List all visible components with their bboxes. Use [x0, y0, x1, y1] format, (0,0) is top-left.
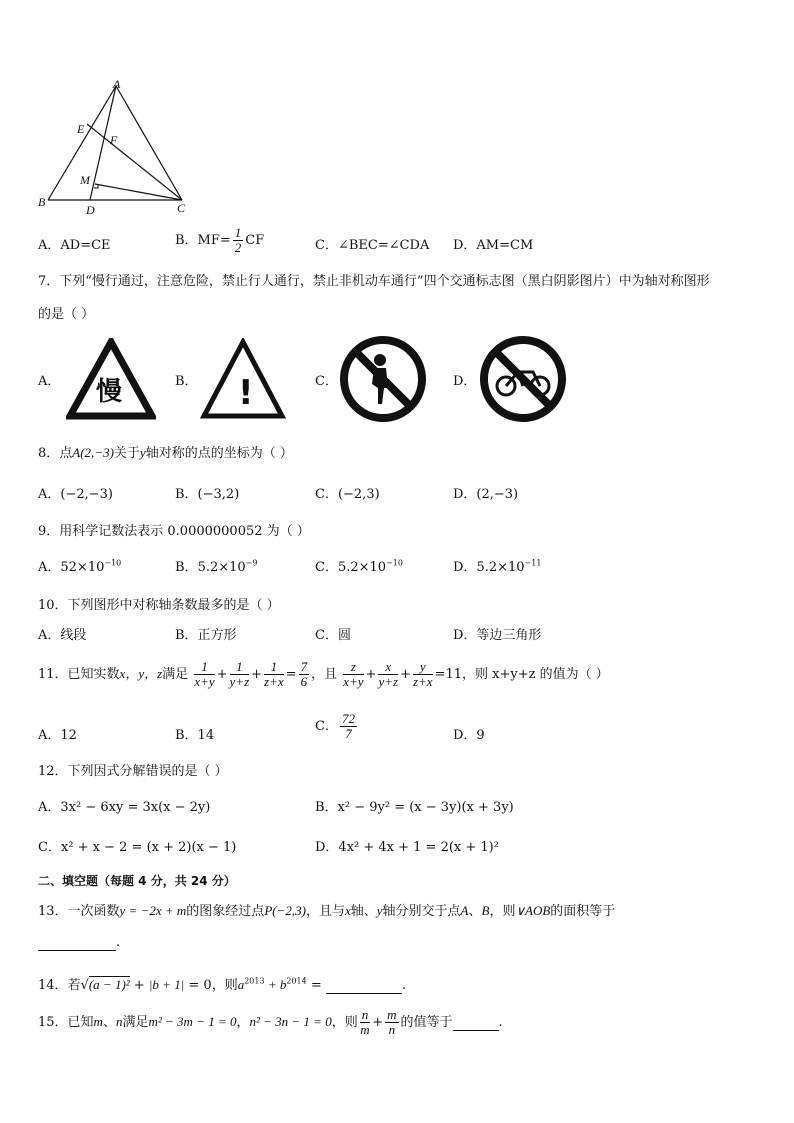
q11-frac-6 — [413, 660, 433, 689]
q13-middle: 的图象经过点 — [186, 904, 265, 919]
q14-prefix: 14．若 — [38, 978, 81, 993]
no-bicycle-sign-icon — [478, 334, 568, 424]
frac-den: 7 — [345, 726, 352, 741]
q13-prefix: 13．一次函数 — [38, 904, 120, 919]
opt-label: A． — [38, 560, 61, 575]
frac-den: m — [360, 1022, 370, 1037]
triangle-figure — [34, 80, 204, 220]
q13-pb: B — [481, 903, 490, 918]
q11-stem: 11．已知实数x，y，z满足 $\frac{1}{x+y}$ + $\frac{1}{y+z}$ + $\frac{1}{z+x}$ = $\frac{7}{6}$ ，且 $\frac{z}{x+y}$ + $\frac{x}{y+z}$ + $\frac{y}{z+x}$ =11，则 x+y+z 的值为（ ） — [38, 659, 609, 689]
q9-stem: 9．用科学记数法表示 0.0000000052 为（ ） — [38, 524, 310, 539]
frac-num: m — [387, 1007, 397, 1022]
opt-base: 52×10 — [60, 560, 105, 575]
q11-frac-5 — [378, 660, 398, 689]
q12-option-c: C．x² + x − 2 = (x + 2)(x − 1) — [38, 840, 237, 855]
no-pedestrian-sign-icon — [338, 334, 428, 424]
q11-eq2: =11，则 x+y+z 的值为（ ） — [434, 667, 609, 682]
q11-option-b: B．14 — [175, 728, 215, 743]
frac-num: 1 — [194, 660, 214, 675]
q10-option-a: A．线段 — [38, 628, 87, 643]
q7-line2: 的是（ ） — [38, 307, 95, 322]
frac-num: 72 — [341, 711, 355, 726]
q13-sep: 、 — [468, 904, 482, 919]
q14-stem: 14．若√(a − 1)² + |b + 1| = 0，则$a^{2013} + b^{2014}$ = . — [38, 976, 407, 993]
q13-answer-blank[interactable] — [38, 935, 116, 951]
q11-option-d: D．9 — [453, 728, 485, 743]
q14-abs: |b + 1| — [148, 977, 185, 992]
q6-option-b — [175, 226, 264, 255]
frac-num: 1 — [230, 660, 250, 675]
q11-option-a: A．12 — [38, 728, 77, 743]
frac-num: 7 — [300, 659, 308, 674]
q15-rest: 的值等于 — [400, 1015, 453, 1030]
q9-option-b — [175, 556, 257, 575]
q15-m: m — [93, 1014, 103, 1029]
danger-sign-text: ! — [238, 373, 254, 413]
slow-sign-text: 慢 — [96, 377, 123, 407]
q6-option-a: A．AD=CE — [38, 238, 111, 253]
q13-rest3: ，则 — [489, 904, 516, 919]
q11-prefix: 11．已知实数 — [38, 667, 120, 682]
label-F: F — [110, 133, 118, 147]
frac-den: x+y — [194, 674, 215, 689]
q15-n: n — [115, 1014, 123, 1029]
q8-option-a: A．(−2,−3) — [38, 487, 113, 502]
opt-base: 5.2×10 — [476, 560, 525, 575]
q13-x: x — [344, 903, 351, 918]
q8-point: A(2,−3) — [72, 445, 114, 460]
q11-frac-1 — [194, 660, 214, 689]
q14-answer-blank[interactable] — [326, 978, 402, 994]
q7-option-d: D． — [453, 374, 477, 389]
q11-frac-eq — [299, 660, 310, 689]
q8-suffix: 轴对称的点的坐标为（ ） — [145, 446, 293, 461]
opt-label: D． — [453, 560, 477, 575]
q9-option-d — [453, 556, 541, 575]
q15-then: ，则 — [331, 1015, 358, 1030]
q15-eq1: m² − 3m − 1 = 0 — [148, 1014, 237, 1029]
q11-frac-3 — [264, 660, 284, 689]
q11-c-fraction — [340, 712, 357, 741]
q8-stem — [38, 442, 293, 461]
opt-label: C． — [315, 560, 338, 575]
q15-frac-2 — [385, 1008, 398, 1037]
q15-stem: 15．已知m、n满足m² − 3m − 1 = 0，n² − 3n − 1 = 0，则 $\frac{n}{m}$ + $\frac{m}{n}$ 的值等于 . — [38, 1007, 503, 1037]
q15-frac-1 — [360, 1008, 371, 1037]
q14-e1: 2013 — [244, 976, 265, 986]
sqrt-icon: √ — [80, 978, 89, 993]
q15-answer-blank[interactable] — [453, 1015, 499, 1031]
q13-tri: ∨AOB — [515, 903, 551, 918]
q12-option-a: A．3x² − 6xy = 3x(x − 2y) — [38, 800, 211, 815]
q10-option-d: D．等边三角形 — [453, 628, 542, 643]
q15-satisfy: 满足 — [122, 1015, 149, 1030]
frac-den: y+z — [378, 674, 399, 689]
q13-rest: ，且与 — [305, 904, 345, 919]
q13-rest4: 的面积等于 — [550, 904, 616, 919]
section-title: 二、填空题（每题 4 分，共 24 分） — [38, 874, 236, 888]
frac-den: x+y — [343, 674, 364, 689]
opt-exp: −9 — [245, 558, 258, 568]
q6-b-suffix: CF — [245, 233, 265, 248]
q12-stem: 12．下列因式分解错误的是（ ） — [38, 764, 228, 779]
label-E: E — [77, 122, 85, 136]
q10-stem: 10．下列图形中对称轴条数最多的是（ ） — [38, 598, 280, 613]
frac-num: 1 — [234, 225, 242, 240]
q6-option-d: D．AM=CM — [453, 238, 534, 253]
opt-base: 5.2×10 — [197, 560, 246, 575]
frac-den: y+z — [229, 674, 250, 689]
q7-line1: 7．下列“慢行通过，注意危险，禁止行人通行，禁止非机动车通行”四个交通标志图（黑白阴影图片）中为轴对称图形 — [38, 274, 710, 289]
q9-option-a — [38, 556, 121, 575]
q11-option-c — [315, 712, 359, 741]
label-B: B — [38, 195, 46, 209]
q11-frac-2 — [230, 660, 250, 689]
q13-y: y — [376, 903, 383, 918]
q14-res: a — [237, 977, 245, 992]
frac-den: n — [388, 1022, 396, 1037]
q13-func: y = −2x + m — [119, 903, 187, 918]
q13-stem — [38, 900, 615, 919]
q6-option-c: C．∠BEC=∠CDA — [315, 238, 430, 253]
frac-den: z+x — [412, 674, 433, 689]
q8-middle: 关于 — [113, 446, 140, 461]
label-A: A — [113, 80, 121, 91]
q8-axis: y — [139, 445, 146, 460]
label-D: D — [86, 203, 95, 217]
q13-mid2: 轴、 — [350, 904, 377, 919]
q10-option-b: B．正方形 — [175, 628, 237, 643]
frac-num: x — [378, 660, 398, 675]
q11-frac-4 — [343, 660, 363, 689]
q13-pa: A — [460, 903, 469, 918]
q14-e2: 2014 — [286, 976, 307, 986]
opt-exp: −10 — [386, 558, 403, 568]
q15-comma: ， — [236, 1015, 250, 1030]
frac-num: y — [413, 660, 433, 675]
opt-exp: −11 — [524, 558, 542, 568]
opt-label: B． — [175, 560, 198, 575]
frac-den: 2 — [234, 240, 242, 255]
q11-vars: x，y，z — [119, 666, 163, 681]
q14-end: . — [401, 978, 407, 993]
frac-num: 1 — [264, 660, 284, 675]
q15-sep: 、 — [102, 1015, 116, 1030]
danger-sign-icon — [200, 338, 286, 420]
q8-option-b: B．(−3,2) — [175, 487, 240, 502]
q14-eq2: = — [306, 978, 326, 993]
q6-b-fraction — [233, 226, 244, 255]
q13-answer-line — [38, 935, 120, 951]
q9-option-c — [315, 556, 403, 575]
q12-option-d: D．4x² + 4x + 1 = 2(x + 1)² — [315, 840, 499, 855]
q8-option-d: D．(2,−3) — [453, 487, 519, 502]
q13-point: P(−2,3) — [264, 903, 306, 918]
q10-option-c: C．圆 — [315, 628, 351, 643]
q11-satisfy: 满足 — [162, 667, 189, 682]
slow-sign-icon — [66, 338, 156, 420]
q6-b-prefix: B．MF= — [175, 233, 231, 248]
q13-rest2: 轴分别交于点 — [382, 904, 461, 919]
q8-prefix: 8．点 — [38, 446, 73, 461]
q14-plus: + b — [264, 977, 287, 992]
q7-option-c: C． — [315, 374, 338, 389]
q7-option-b: B． — [175, 374, 198, 389]
label-M: M — [80, 173, 90, 187]
q15-end: . — [498, 1015, 503, 1030]
q14-eq: = 0，则 — [188, 978, 238, 993]
q12-option-b: B．x² − 9y² = (x − 3y)(x + 3y) — [315, 800, 514, 815]
frac-num: n — [361, 1007, 369, 1022]
q11-and: ，且 — [311, 667, 338, 682]
q7-option-a: A． — [38, 374, 61, 389]
q15-eq2: n² − 3n − 1 = 0 — [249, 1014, 332, 1029]
label-C: C — [177, 201, 186, 215]
opt-exp: −10 — [104, 558, 122, 568]
opt-base: 5.2×10 — [337, 560, 387, 575]
frac-num: z — [343, 660, 363, 675]
q8-option-c: C．(−2,3) — [315, 487, 380, 502]
q15-prefix: 15．已知 — [38, 1015, 94, 1030]
opt-label: C． — [315, 719, 338, 734]
frac-den: z+x — [264, 674, 284, 689]
frac-den: 6 — [300, 674, 308, 689]
q13-end: . — [116, 935, 121, 950]
q14-expr: (a − 1)² — [88, 977, 130, 992]
